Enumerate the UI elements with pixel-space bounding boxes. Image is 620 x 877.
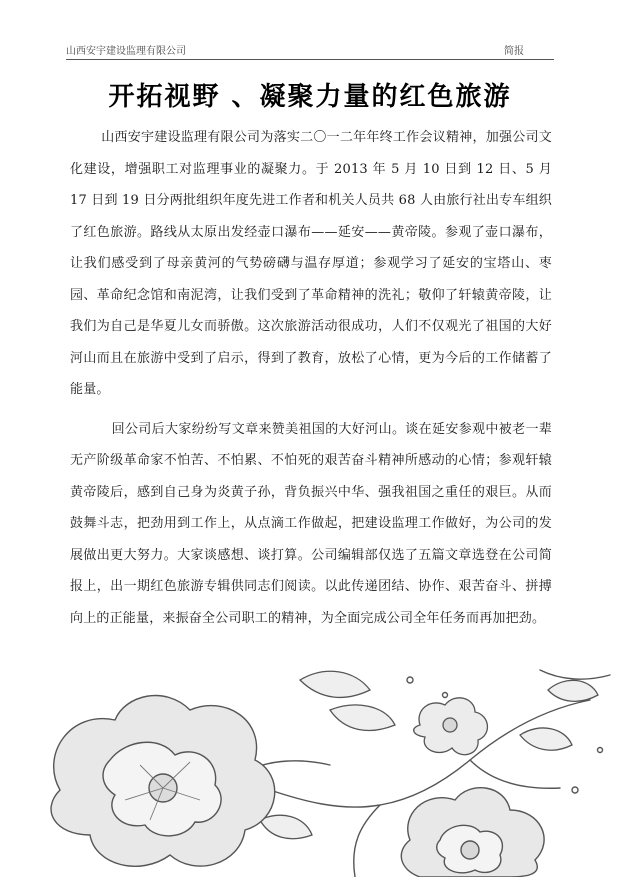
header-divider xyxy=(66,59,554,60)
paragraph-2: 回公司后大家纷纷写文章来赞美祖国的大好河山。谈在延安参观中被老一辈无产阶级革命家不怕苦、不怕累、不怕死的艰苦奋斗精神所感动的心情；参观轩辕黄帝陵后，感到自己身为炎黄子孙，背负振兴中华、强我祖国之重任的艰巨。从而鼓舞斗志，把劲用到工作上，从点滴工作做起，把建设监理工作做好，为公司的发展做出更大努力。大家谈感想、谈打算。公司编辑部仅选了五篇文章选登在公司简报上，出一期红色旅游专辑供同志们阅读。以此传递团结、协作、艰苦奋斗、拼搏向上的正能量，来振奋全公司职工的精神，为全面完成公司全年任务而再加把劲。 xyxy=(70,421,552,626)
page-header xyxy=(66,38,554,60)
paragraph-1: 山西安宇建设监理有限公司为落实二〇一二年年终工作会议精神，加强公司文化建设，增强职工对监理事业的凝聚力。于 2013 年 5 月 10 日到 12 日、5 月 17 日到 19 日分两批组织年度先进工作者和机关人员共 68 人由旅行社出专车组织了红色旅游。路线从太原出发经壶口瀑布——延安——黄帝陵。参观了壶口瀑布，让我们感受到了母亲黄河的气势磅礴与温存厚道；参观学习了延安的宝塔山、枣园、革命纪念馆和南泥湾，让我们受到了革命精神的洗礼；敬仰了轩辕黄帝陵，让我们为自己是华夏儿女而骄傲。这次旅游活动很成功，人们不仅观光了祖国的大好河山而且在旅游中受到了启示，得到了教育，放松了心情，更为今后的工作储蓄了能量。 xyxy=(70,130,552,397)
header-doc-type: 简报 xyxy=(504,46,524,57)
header-company-name: 山西安宇建设监理有限公司 xyxy=(66,46,186,57)
article-body xyxy=(70,122,552,634)
floral-illustration-icon xyxy=(0,640,620,877)
page-title: 开拓视野 、凝聚力量的红色旅游 xyxy=(108,82,512,112)
